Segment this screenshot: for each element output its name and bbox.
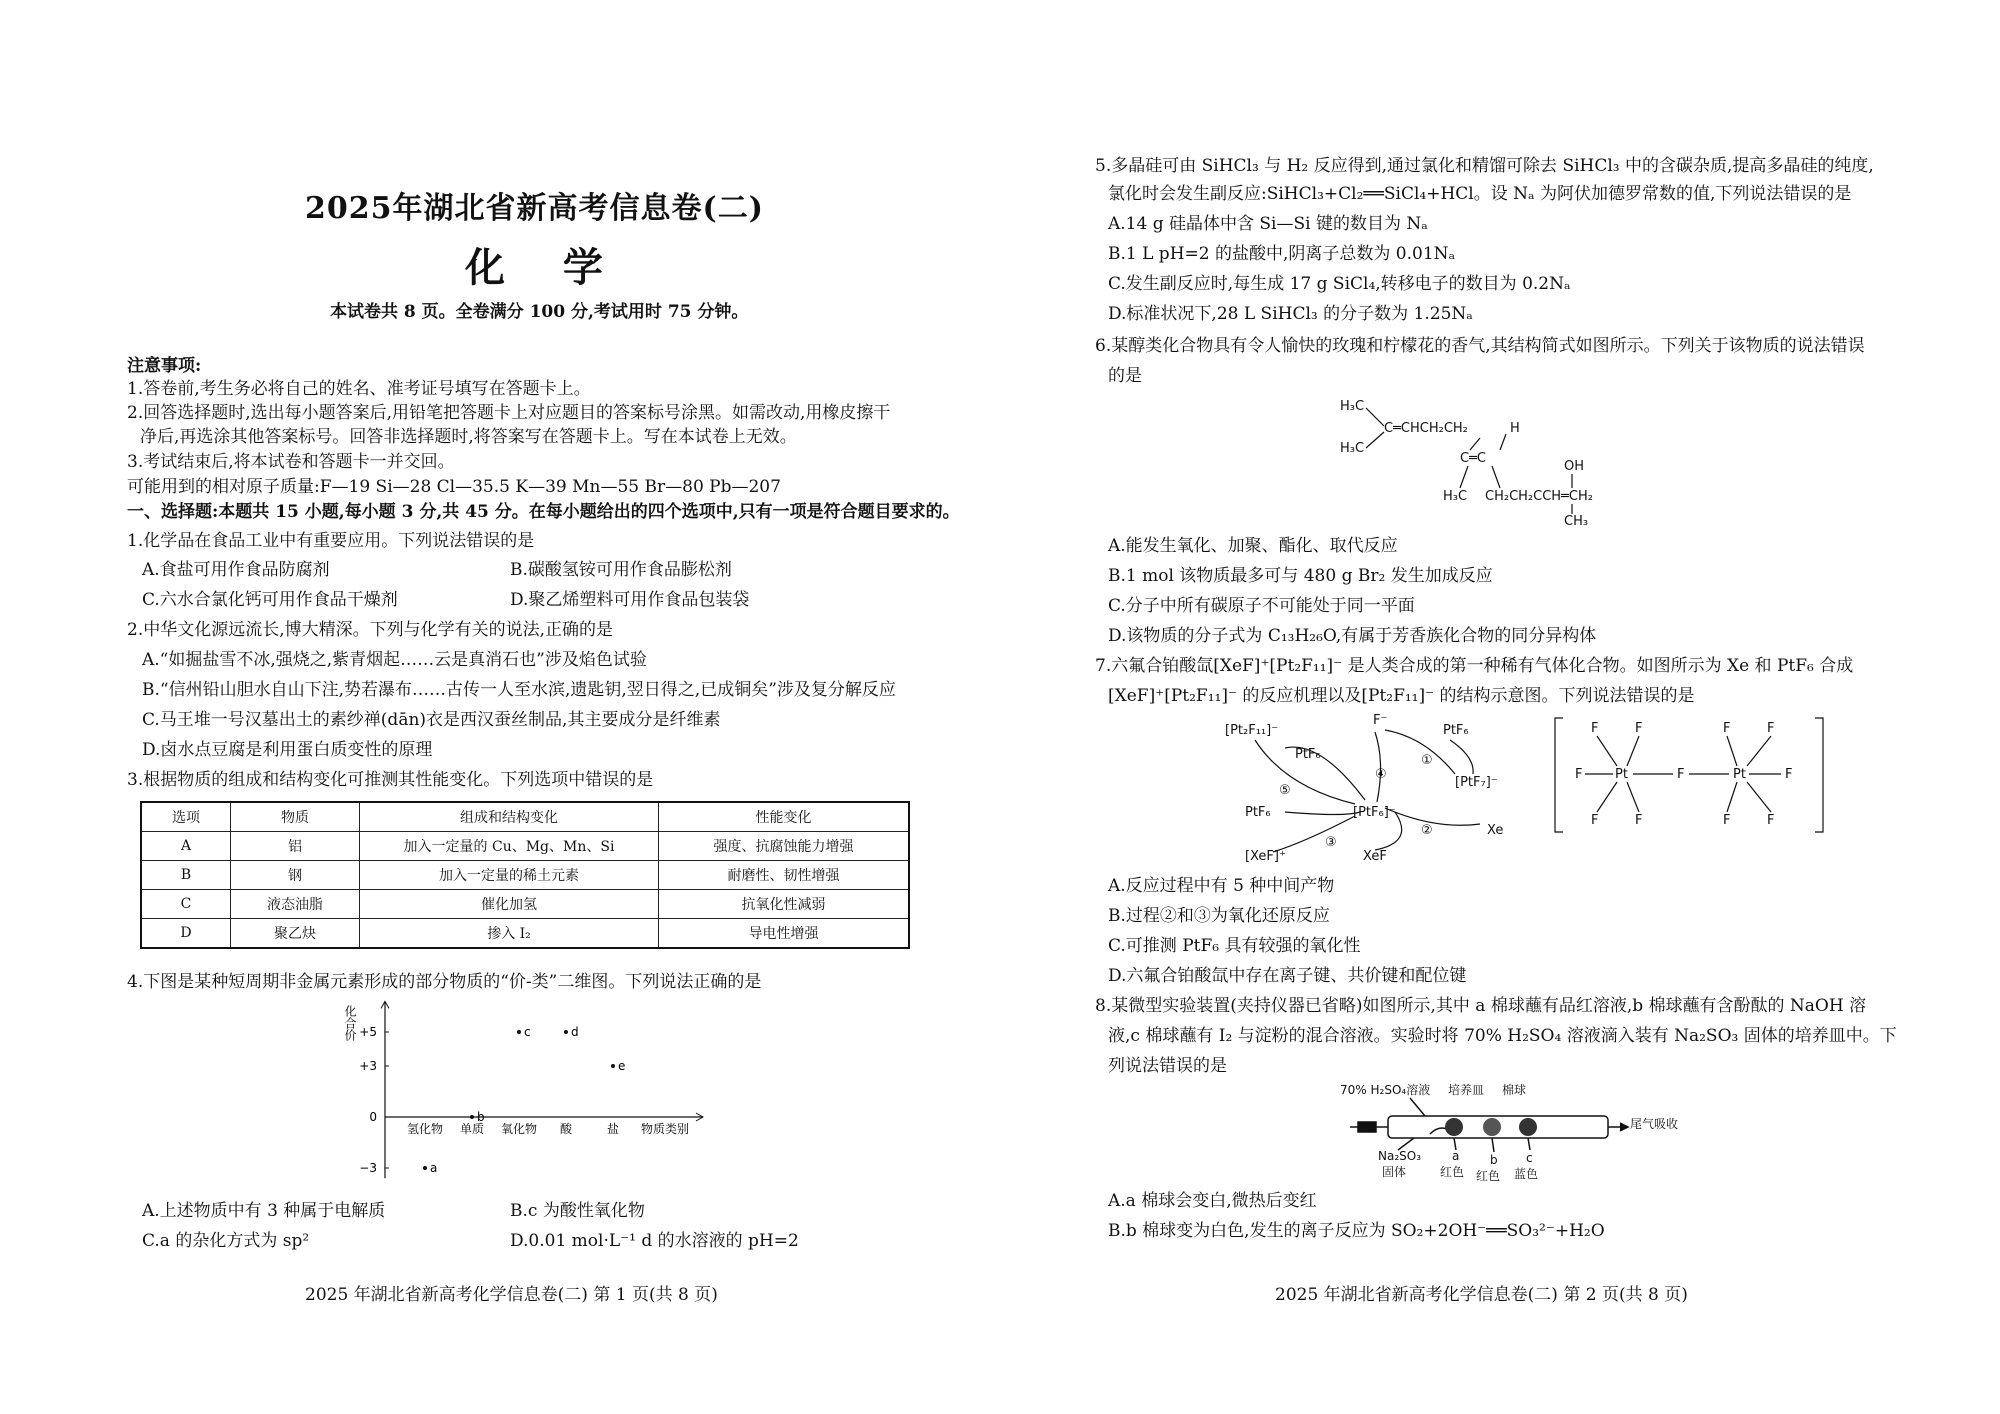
mech-f-minus: F⁻	[1373, 713, 1388, 728]
table-cell: D	[141, 919, 231, 949]
mech-step-5: ⑤	[1279, 783, 1291, 798]
table-cell: 导电性增强	[659, 919, 910, 949]
q8-option-a: A.a 棉球会变白,微热后变红	[1108, 1191, 1317, 1211]
formula-h3c-top: H₃C	[1340, 399, 1365, 414]
apparatus-acid-label: 70% H₂SO₄溶液	[1340, 1083, 1431, 1097]
table-row	[141, 861, 909, 890]
q7-option-a: A.反应过程中有 5 种中间产物	[1108, 876, 1335, 896]
struct-f: F	[1767, 721, 1775, 736]
table-cell: 钢	[231, 861, 360, 890]
formula-h: H	[1510, 421, 1520, 436]
mech-ptf6-a: PtF₆	[1295, 747, 1321, 762]
q8-option-b: B.b 棉球变为白色,发生的离子反应为 SO₂+2OH⁻══SO₃²⁻+H₂O	[1108, 1221, 1605, 1241]
note-2: 2.回答选择题时,选出每小题答案后,用铅笔把答题卡上对应题目的答案标号涂黑。如需改动,用橡皮擦干	[127, 403, 891, 423]
x-tick-label: 盐	[606, 1122, 620, 1136]
struct-f: F	[1767, 813, 1775, 828]
table-cell: 强度、抗腐蚀能力增强	[659, 832, 910, 861]
table-cell: 聚乙炔	[231, 919, 360, 949]
apparatus-solid-label: Na₂SO₃	[1378, 1149, 1422, 1163]
mech-ptf6-b: PtF₆	[1443, 723, 1469, 738]
mech-step-4: ④	[1375, 767, 1387, 782]
q5-option-b: B.1 L pH=2 的盐酸中,阴离子总数为 0.01Nₐ	[1108, 244, 1456, 264]
q1-stem: 1.化学品在食品工业中有重要应用。下列说法错误的是	[127, 531, 535, 551]
cotton-a-color: 红色	[1440, 1165, 1465, 1179]
page-2	[1000, 0, 2000, 1414]
x-tick-label: 氢化物	[406, 1122, 444, 1136]
table-header: 选项	[141, 802, 231, 832]
table-cell: C	[141, 890, 231, 919]
q6-option-b: B.1 mol 该物质最多可与 480 g Br₂ 发生加成反应	[1108, 566, 1493, 586]
data-point	[470, 1115, 474, 1119]
subject-title: 化 学	[465, 244, 625, 291]
mech-step-3: ③	[1325, 835, 1337, 850]
struct-f: F	[1677, 767, 1685, 782]
apparatus-cotton-label: 棉球	[1502, 1083, 1527, 1097]
q1-option-d: D.聚乙烯塑料可用作食品包装袋	[510, 590, 750, 610]
cotton-balls	[1445, 1118, 1537, 1136]
table-header: 物质	[231, 802, 360, 832]
table-cell: 掺入 I₂	[360, 919, 659, 949]
mech-ptf6-c: PtF₆	[1245, 805, 1271, 820]
q3-stem: 3.根据物质的组成和结构变化可推测其性能变化。下列选项中错误的是	[127, 770, 654, 790]
q5-option-a: A.14 g 硅晶体中含 Si—Si 键的数目为 Nₐ	[1108, 214, 1428, 234]
q1-option-c: C.六水合氯化钙可用作食品干燥剂	[142, 590, 398, 610]
mech-xef: XeF	[1363, 849, 1387, 864]
q2-option-a: A.“如掘盐雪不冰,强烧之,紫青烟起……云是真消石也”涉及焰色试验	[142, 650, 647, 670]
struct-f: F	[1635, 721, 1643, 736]
microscale-apparatus-diagram	[1330, 1078, 1750, 1188]
cotton-c-label: c	[1526, 1151, 1533, 1165]
formula-c-node: C═C	[1460, 451, 1486, 466]
x-axis-label: 物质类别	[641, 1122, 690, 1136]
data-point	[517, 1030, 521, 1034]
cotton-a-label: a	[1452, 1149, 1460, 1163]
data-point-label: d	[571, 1025, 579, 1039]
table-cell: 铝	[231, 832, 360, 861]
q6-option-a: A.能发生氧化、加聚、酯化、取代反应	[1108, 536, 1398, 556]
q2-option-b: B.“信州铅山胆水自山下注,势若瀑布……古传一人至水滨,遗匙钥,翌日得之,已成铜矣”涉及复分解反应	[142, 680, 896, 700]
q5-option-c: C.发生副反应时,每生成 17 g SiCl₄,转移电子的数目为 0.2Nₐ	[1108, 274, 1571, 294]
q4-option-b: B.c 为酸性氧化物	[510, 1201, 645, 1221]
note-3: 3.考试结束后,将本试卷和答题卡一并交回。	[127, 452, 455, 472]
note-1: 1.答卷前,考生务必将自己的姓名、准考证号填写在答题卡上。	[127, 379, 591, 399]
mech-step-2: ②	[1421, 823, 1433, 838]
q2-option-c: C.马王堆一号汉墓出土的素纱禅(dān)衣是西汉蚕丝制品,其主要成分是纤维素	[142, 710, 721, 730]
x-tick-label: 酸	[559, 1122, 573, 1136]
q8-stem-cont: 列说法错误的是	[1108, 1056, 1227, 1076]
cotton-b-color: 红色	[1476, 1169, 1501, 1183]
formula-ch3: CH₃	[1564, 514, 1589, 529]
struct-f: F	[1635, 813, 1643, 828]
formula-oh: OH	[1564, 459, 1585, 474]
formula-h3c-bottom: H₃C	[1340, 441, 1365, 456]
struct-f: F	[1591, 721, 1599, 736]
section-heading: 一、选择题:本题共 15 小题,每小题 3 分,共 45 分。在每小题给出的四个选项中,只有一项是符合题目要求的。	[127, 502, 960, 522]
data-point	[423, 1166, 427, 1170]
data-point-label: e	[618, 1059, 626, 1073]
mech-ptf7: [PtF₇]⁻	[1455, 775, 1498, 790]
apparatus-solid-label-2: 固体	[1382, 1165, 1407, 1179]
q7-option-c: C.可推测 PtF₆ 具有较强的氧化性	[1108, 936, 1361, 956]
y-tick-label: +3	[359, 1059, 377, 1073]
table-cell: 液态油脂	[231, 890, 360, 919]
table-cell: A	[141, 832, 231, 861]
table-header: 组成和结构变化	[360, 802, 659, 832]
q6-stem-cont: 的是	[1108, 366, 1142, 386]
q8-stem: 8.某微型实验装置(夹持仪器已省略)如图所示,其中 a 棉球蘸有品红溶液,b 棉球蘸有含酚酞的 NaOH 溶	[1095, 996, 1867, 1016]
data-point	[564, 1030, 568, 1034]
reaction-mechanism-diagram	[1225, 712, 1875, 867]
q5-stem-cont: 氯化时会发生副反应:SiHCl₃+Cl₂══SiCl₄+HCl。设 Nₐ 为阿伏加德罗常数的值,下列说法错误的是	[1108, 184, 1852, 204]
struct-f: F	[1591, 813, 1599, 828]
note-2-cont: 净后,再选涂其他答案标号。回答非选择题时,将答案写在答题卡上。写在本试卷上无效。	[140, 427, 797, 447]
y-tick-label: −3	[359, 1161, 377, 1175]
exam-info: 本试卷共 8 页。全卷满分 100 分,考试用时 75 分钟。	[330, 302, 749, 322]
q1-option-a: A.食盐可用作食品防腐剂	[142, 560, 330, 580]
struct-pt: Pt	[1733, 767, 1746, 782]
q7-option-d: D.六氟合铂酸氙中存在离子键、共价键和配位键	[1108, 966, 1467, 986]
q6-stem: 6.某醇类化合物具有令人愉快的玫瑰和柠檬花的香气,其结构简式如图所示。下列关于该物质的说法错误	[1095, 336, 1865, 356]
q7-option-b: B.过程②和③为氧化还原反应	[1108, 906, 1330, 926]
cotton-b-label: b	[1490, 1153, 1498, 1167]
cotton-c-color: 蓝色	[1514, 1167, 1539, 1181]
table-row	[141, 890, 909, 919]
table-cell: 加入一定量的稀土元素	[360, 861, 659, 890]
apparatus-tail-label: 尾气吸收	[1630, 1117, 1679, 1131]
q1-option-b: B.碳酸氢铵可用作食品膨松剂	[510, 560, 732, 580]
table-cell: 加入一定量的 Cu、Mg、Mn、Si	[360, 832, 659, 861]
q5-stem: 5.多晶硅可由 SiHCl₃ 与 H₂ 反应得到,通过氯化和精馏可除去 SiHCl₃ 中的含碳杂质,提高多晶硅的纯度,	[1095, 156, 1874, 176]
struct-f: F	[1723, 721, 1731, 736]
table-header: 性能变化	[659, 802, 910, 832]
q5-option-d: D.标准状况下,28 L SiHCl₃ 的分子数为 1.25Nₐ	[1108, 304, 1473, 324]
atomic-masses: 可能用到的相对原子质量:F—19 Si—28 Cl—35.5 K—39 Mn—55 Br—80 Pb—207	[127, 477, 781, 497]
q7-stem: 7.六氟合铂酸氙[XeF]⁺[Pt₂F₁₁]⁻ 是人类合成的第一种稀有气体化合物。如图所示为 Xe 和 PtF₆ 合成	[1095, 656, 1854, 676]
table-cell: 耐磨性、韧性增强	[659, 861, 910, 890]
exam-title: 2025年湖北省新高考信息卷(二)	[305, 191, 764, 226]
formula-chain-1: C═CHCH₂CH₂	[1384, 421, 1468, 436]
formula-chain-2: CH₂CH₂CCH═CH₂	[1485, 489, 1593, 504]
mech-step-1: ①	[1421, 753, 1433, 768]
q2-option-d: D.卤水点豆腐是利用蛋白质变性的原理	[142, 740, 433, 760]
notes-heading: 注意事项:	[127, 356, 202, 376]
y-tick-label: +5	[359, 1025, 377, 1039]
page-footer: 2025 年湖北省新高考化学信息卷(二) 第 1 页(共 8 页)	[305, 1285, 718, 1305]
q4-option-a: A.上述物质中有 3 种属于电解质	[142, 1201, 386, 1221]
y-tick-label: 0	[369, 1110, 377, 1124]
q4-option-c: C.a 的杂化方式为 sp²	[142, 1231, 310, 1251]
formula-h3c-mid: H₃C	[1443, 489, 1468, 504]
q6-option-c: C.分子中所有碳原子不可能处于同一平面	[1108, 596, 1415, 616]
q6-option-d: D.该物质的分子式为 C₁₃H₂₆O,有属于芳香族化合物的同分异构体	[1108, 626, 1597, 646]
y-axis-label: 化合价	[343, 1004, 357, 1041]
x-tick-label: 单质	[459, 1122, 485, 1136]
struct-f: F	[1723, 813, 1731, 828]
mech-xef-plus: [XeF]⁺	[1245, 849, 1286, 864]
q7-stem-cont: [XeF]⁺[Pt₂F₁₁]⁻ 的反应机理以及[Pt₂F₁₁]⁻ 的结构示意图。下列说法错误的是	[1108, 686, 1695, 706]
q2-stem: 2.中华文化源远流长,博大精深。下列与化学有关的说法,正确的是	[127, 620, 614, 640]
page-footer: 2025 年湖北省新高考化学信息卷(二) 第 2 页(共 8 页)	[1275, 1285, 1688, 1305]
q8-stem-cont: 液,c 棉球蘸有 I₂ 与淀粉的混合溶液。实验时将 70% H₂SO₄ 溶液滴入装有 Na₂SO₃ 固体的培养皿中。下	[1108, 1026, 1897, 1046]
struct-f: F	[1785, 767, 1793, 782]
struct-f: F	[1575, 767, 1583, 782]
valence-class-chart	[340, 995, 720, 1195]
table-cell: B	[141, 861, 231, 890]
data-point-label: b	[477, 1110, 485, 1124]
x-tick-label: 氧化物	[500, 1122, 538, 1136]
q4-option-d: D.0.01 mol·L⁻¹ d 的水溶液的 pH=2	[510, 1231, 799, 1251]
structural-formula	[1340, 390, 1700, 530]
table-row	[141, 919, 909, 949]
table-cell: 抗氧化性减弱	[659, 890, 910, 919]
q4-stem: 4.下图是某种短周期非金属元素形成的部分物质的“价-类”二维图。下列说法正确的是	[127, 972, 762, 992]
table-row	[141, 832, 909, 861]
apparatus-dish-label: 培养皿	[1448, 1083, 1485, 1097]
mech-ptf6-minus: [PtF₆]⁻	[1353, 805, 1396, 820]
data-point-label: a	[430, 1161, 438, 1175]
data-point-label: c	[524, 1025, 531, 1039]
data-point	[611, 1064, 615, 1068]
struct-pt: Pt	[1615, 767, 1628, 782]
mech-xe: Xe	[1487, 823, 1504, 838]
table-cell: 催化加氢	[360, 890, 659, 919]
table-header-row	[141, 802, 909, 832]
q3-table	[140, 801, 910, 949]
mech-pt2f11: [Pt₂F₁₁]⁻	[1225, 723, 1279, 738]
